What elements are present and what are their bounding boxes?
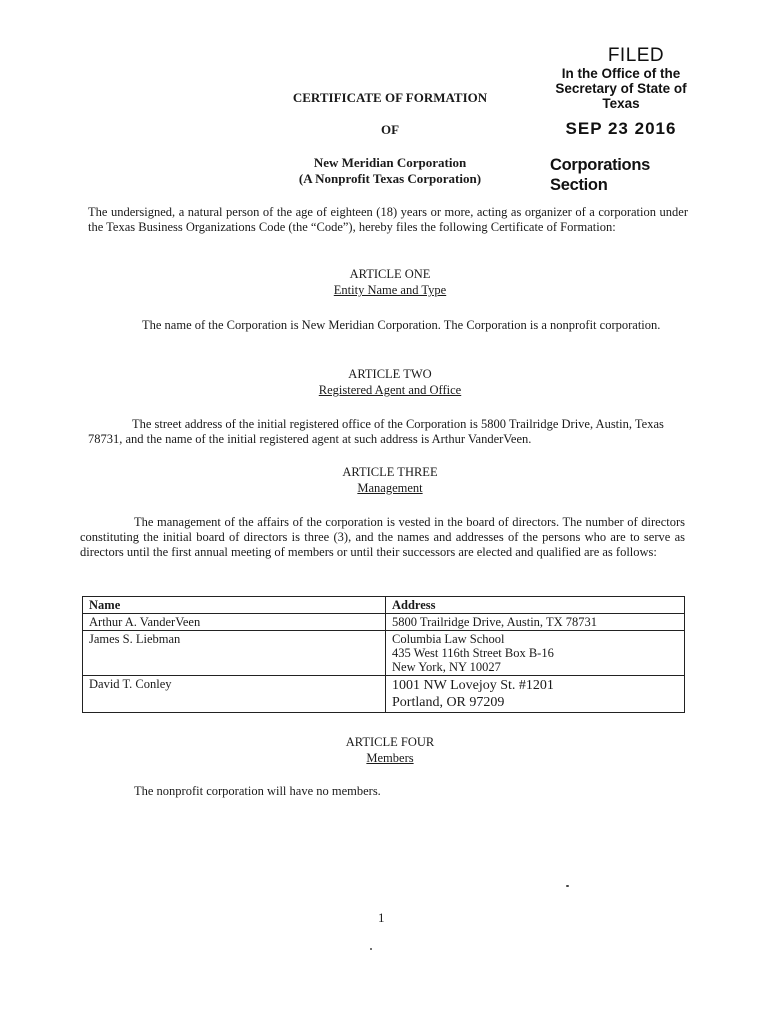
article-three-body: The management of the affairs of the corporation is vested in the board of directors. The number of directors constituting the initial board of directors is three (3), and the names and addresses of the persons who are to serve as directors until the first annual meeting of members or until their successors are elected and qualified are as follows: — [80, 515, 685, 559]
director-address — [386, 676, 685, 713]
director-address — [386, 614, 685, 631]
scan-speck — [566, 885, 569, 887]
table-row — [83, 676, 685, 713]
company-block — [250, 155, 530, 187]
director-name: David T. Conley — [83, 676, 386, 713]
article-title: ARTICLE FOUR — [345, 735, 435, 749]
table-row — [83, 631, 685, 676]
director-name: James S. Liebman — [83, 631, 386, 676]
address-line: 435 West 116th Street Box B-16 — [392, 646, 554, 660]
table-header-row — [83, 597, 685, 614]
director-name: Arthur A. VanderVeen — [83, 614, 386, 631]
address-line: Columbia Law School — [392, 632, 505, 646]
article-subtitle: Entity Name and Type — [333, 283, 447, 297]
director-address — [386, 631, 685, 676]
address-line: New York, NY 10027 — [392, 660, 501, 674]
address-line: 5800 Trailridge Drive, Austin, TX 78731 — [392, 615, 597, 629]
address-line: 1001 NW Lovejoy St. #1201 — [392, 678, 554, 693]
article-subtitle: Management — [357, 481, 423, 495]
article-four-body: The nonprofit corporation will have no members. — [134, 784, 381, 798]
article-one-heading — [200, 266, 580, 298]
page-number: 1 — [378, 910, 385, 925]
article-title: ARTICLE ONE — [349, 267, 431, 281]
stamp-office-line: In the Office of the — [561, 66, 681, 81]
directors-table — [82, 596, 685, 713]
column-header-name: Name — [83, 597, 386, 614]
document-title: CERTIFICATE OF FORMATION — [292, 90, 488, 105]
article-subtitle: Registered Agent and Office — [318, 383, 462, 397]
company-type: (A Nonprofit Texas Corporation) — [298, 171, 482, 186]
article-four-heading — [200, 734, 580, 766]
address-line: Portland, OR 97209 — [392, 695, 505, 710]
article-title: ARTICLE TWO — [348, 367, 432, 381]
article-title: ARTICLE THREE — [342, 465, 438, 479]
filing-stamp — [536, 46, 706, 195]
article-three-heading — [200, 464, 580, 496]
stamp-date: SEP 23 2016 — [565, 119, 677, 138]
stamp-section: Corporations Section — [550, 156, 650, 194]
article-one-body: The name of the Corporation is New Meridian Corporation. The Corporation is a nonprofit corporation. — [142, 318, 661, 332]
scan-speck — [370, 948, 372, 950]
intro-paragraph: The undersigned, a natural person of the age of eighteen (18) years or more, acting as organizer of a corporation under the Texas Business Organizations Code (the “Code”), hereby files the following Certificate of Formation: — [88, 205, 688, 234]
column-header-address: Address — [386, 597, 685, 614]
article-subtitle: Members — [366, 751, 414, 765]
article-two-body: The street address of the initial registered office of the Corporation is 5800 Trailridge Drive, Austin, Texas 78731, and the name of the initial registered agent at such address is Arthur VanderVeen. — [88, 417, 664, 446]
article-two-heading — [200, 366, 580, 398]
table-row — [83, 614, 685, 631]
company-name: New Meridian Corporation — [313, 155, 467, 170]
title-of: OF — [380, 122, 400, 137]
stamp-filed: FILED — [607, 45, 665, 66]
stamp-secretary-line: Secretary of State of Texas — [555, 81, 687, 111]
